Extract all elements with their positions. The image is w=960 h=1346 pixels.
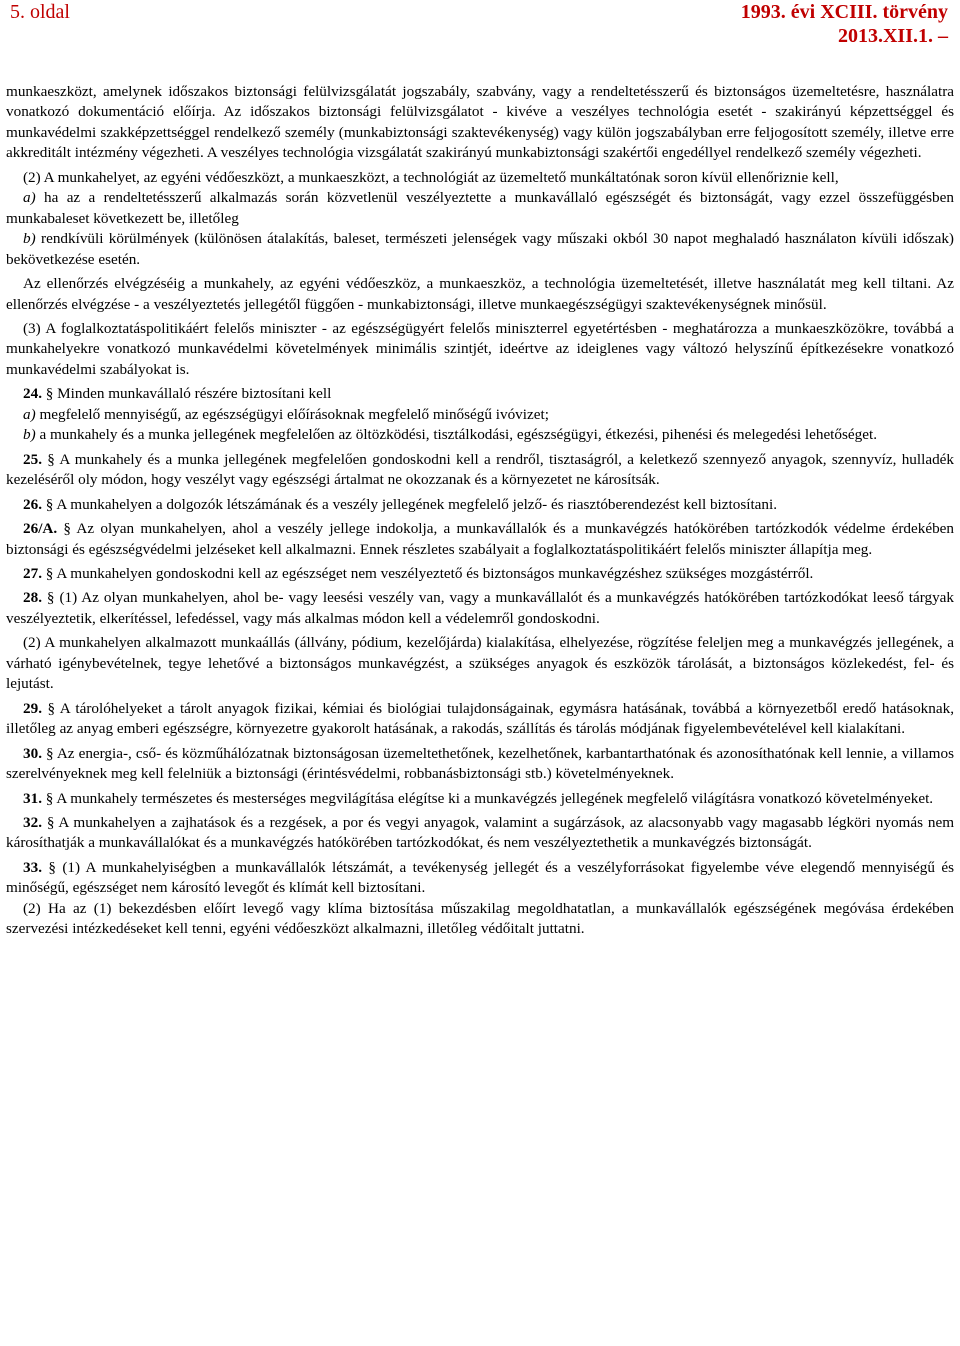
section-paragraph: 28. § (1) Az olyan munkahelyen, ahol be- vagy leesési veszély van, vagy a munkavállalót és a munkavégzés hatókörében tartózkodókat leeső tárgyak veszélyeztetik, elkerítéssel, lefedéssel, vagy más alkalmas módon kell a védelemről gondoskodni. [6,589,955,627]
page-number: 5. oldal [10,1,70,23]
section-sign: § [46,813,55,831]
paragraph: (2) A munkahelyen alkalmazott munkaállás (állvány, pódium, kezelőjárda) kialakítása, elhelyezése, rögzítése feleljen meg a munkavégzés jellegének, a várható igénybevételnek, tegye lehetővé a biztonságos munkavégzést, a szükséges anyagok és eszközök tárolását, a biztonságos közlekedést, fel- és lejutást. [6,634,954,693]
section-number: 33. [23,858,42,876]
section-number: 31. [23,789,42,807]
page-header [6,0,954,47]
section-paragraph: 26. § A munkahelyen a dolgozók létszámának és a veszély jellegének megfelelő jelző- és riasztóberendezést kell biztosítani. [23,495,778,513]
list-item: b) rendkívüli körülmények (különösen átalakítás, baleset, természeti jelenségek vagy műszaki okból 30 napot meghaladó használaton kívüli időszak) bekövetkezése esetén. [6,230,954,268]
item-letter: b) [23,426,36,444]
law-title: 1993. évi XCIII. törvény [740,1,948,23]
section-paragraph: 24. § Minden munkavállaló részére biztosítani kell [23,385,332,403]
paragraph: munkaeszközt, amelynek időszakos biztonsági felülvizsgálatát jogszabály, szabvány, vagy a rendeltetésszerű és biztonságos üzemeltetésre, használatra vonatkozó dokumentáció előírja. Az időszakos biztonsági felülvizsgálatot - kivéve a veszélyes technológia esetét - szakirányú képzettséggel és munkavédelmi szakképzettséggel rendelkező személy (munkabiztonsági szaktevékenység) vagy külön jogszabályban erre feljogosított személy, illetve erre akkreditált intézmény végezheti. A veszélyes technológia vizsgálatát szakirányú munkabiztonsági szakértői engedéllyel rendelkező személy végezheti. [6,83,954,162]
section-sign: § [46,589,55,607]
section-sign: § [48,858,56,876]
section-sign: § [45,564,54,582]
section-paragraph: 25. § A munkahely és a munka jellegének megfelelően gondoskodni kell a rendről, tisztaságról, a keletkező szennyező anyagok, szennyvíz, hulladék kezeléséről oly módon, hogy veszélyt vagy egészségi ártalmat ne okozzanak és a környezetet ne károsítsák. [6,450,954,489]
section-number: 32. [23,813,42,831]
section-sign: § [47,699,56,717]
section-sign: § [46,744,54,762]
section-number: 27. [23,564,42,582]
item-letter: a) [23,189,36,207]
law-date: 2013.XII.1. – [837,25,948,47]
section-paragraph: 31. § A munkahely természetes és mesterséges megvilágítása elégítse ki a munkavégzés jellegének megfelelő világításra vonatkozó követelményeket. [23,789,934,807]
section-number: 28. [23,589,42,607]
section-number: 24. [23,385,42,403]
list-item: b) a munkahely és a munka jellegének megfelelően az öltözködési, tisztálkodási, egészségügyi, étkezési, pihenési és melegedési lehetőséget. [23,426,877,444]
section-paragraph: 30. § Az energia-, cső- és közműhálózatnak biztonságosan üzemeltethetőnek, kezelhetőnek, karbantarthatónak és azonosíthatónak kell lennie, a villamos szerelvényeknek meg kell felelniük a biztonsági (érintésvédelmi, robbanásbiztonsági stb.) követelményeknek. [6,744,954,783]
section-number: 26. [23,495,42,513]
section-number: 26/A. [23,520,58,538]
section-sign: § [45,385,54,403]
section-sign: § [63,520,72,538]
section-number: 30. [23,744,42,762]
paragraph: (2) A munkahelyet, az egyéni védőeszközt, a munkaeszközt, a technológiát az üzemeltető munkáltatónak soron kívül ellenőriznie kell, [23,168,839,186]
list-item: a) megfelelő mennyiségű, az egészségügyi előírásoknak megfelelő minőségű ivóvizet; [23,405,549,423]
section-number: 29. [23,699,42,717]
law-reference [741,0,948,48]
item-letter: a) [23,405,36,423]
section-sign: § [45,789,54,807]
document-body [6,82,954,940]
section-sign: § [45,495,54,513]
section-paragraph: 33. § (1) A munkahelyiségben a munkavállalók létszámát, a tevékenység jellegét és a veszélyforrásokat figyelembe véve elegendő mennyiségű és minőségű, egészséget nem károsító levegőt és klímát kell biztosítani. [6,858,954,897]
section-paragraph: 29. § A tárolóhelyeket a tárolt anyagok fizikai, kémiai és biológiai tulajdonságainak, egymásra hatásának, továbbá a környezetből eredő hatásoknak, illetőleg az anyag emberi egészségre, környezetre gyakorolt hatásának, a rakodás, szállítás és tárolás módjának figyelembevételével kell kialakítani. [6,699,954,738]
list-item: a) ha az a rendeltetésszerű alkalmazás során közvetlenül veszélyeztette a munkavállaló egészségét és biztonságát, vagy ezzel összefüggésben munkabaleset következett be, illetőleg [6,189,954,227]
section-paragraph: 32. § A munkahelyen a zajhatások és a rezgések, a por és vegyi anyagok, valamint a sugárzások, az alacsonyabb vagy magasabb légköri nyomás nem károsíthatják a munkavállalókat és a munkavégzés hatókörében tartózkodókat, és nem veszélyeztethetik a munkavégzés biztonságát. [6,813,955,852]
item-letter: b) [23,230,36,248]
section-number: 25. [23,450,42,468]
paragraph: Az ellenőrzés elvégzéséig a munkahely, az egyéni védőeszköz, a munkaeszköz, a technológia üzemeltetését, illetve használatát meg kell tiltani. Az ellenőrzés elvégzése - a veszélyeztetés jellegétől függően - munkabiztonsági, illetve munkaegészségügyi szaktevékenységnek minősül. [6,275,954,313]
section-paragraph: 26/A. § Az olyan munkahelyen, ahol a veszély jellege indokolja, a munkavállalók és a munkavégzés hatókörében tartózkodók védelme érdekében biztonsági és egészségvédelmi jelzéseket kell alkalmazni. Ennek részletes szabályait a foglalkoztatáspolitikáért felelős miniszter állapítja meg. [6,520,954,558]
section-paragraph: 27. § A munkahelyen gondoskodni kell az egészséget nem veszélyeztető és biztonságos munkavégzéshez szükséges mozgástérről. [23,564,814,582]
paragraph: (3) A foglalkoztatáspolitikáért felelős miniszter - az egészségügyért felelős miniszterrel egyetértésben - meghatározza a munkaeszközökre, továbbá a munkahelyekre vonatkozó munkavédelmi követelmények minimális szintjét, ideértve az ideiglenes vagy változó helyszínű építkezésekre vonatkozó munkavédelmi szabályokat is. [6,319,954,378]
section-sign: § [47,450,55,468]
paragraph: (2) Ha az (1) bekezdésben előírt levegő vagy klíma biztosítása műszakilag megoldhatatlan, a munkavállalók egészségének megóvása érdekében szervezési intézkedéseket kell tenni, egyéni védőeszközt alkalmazni, illetőleg védőitalt juttatni. [6,899,954,938]
